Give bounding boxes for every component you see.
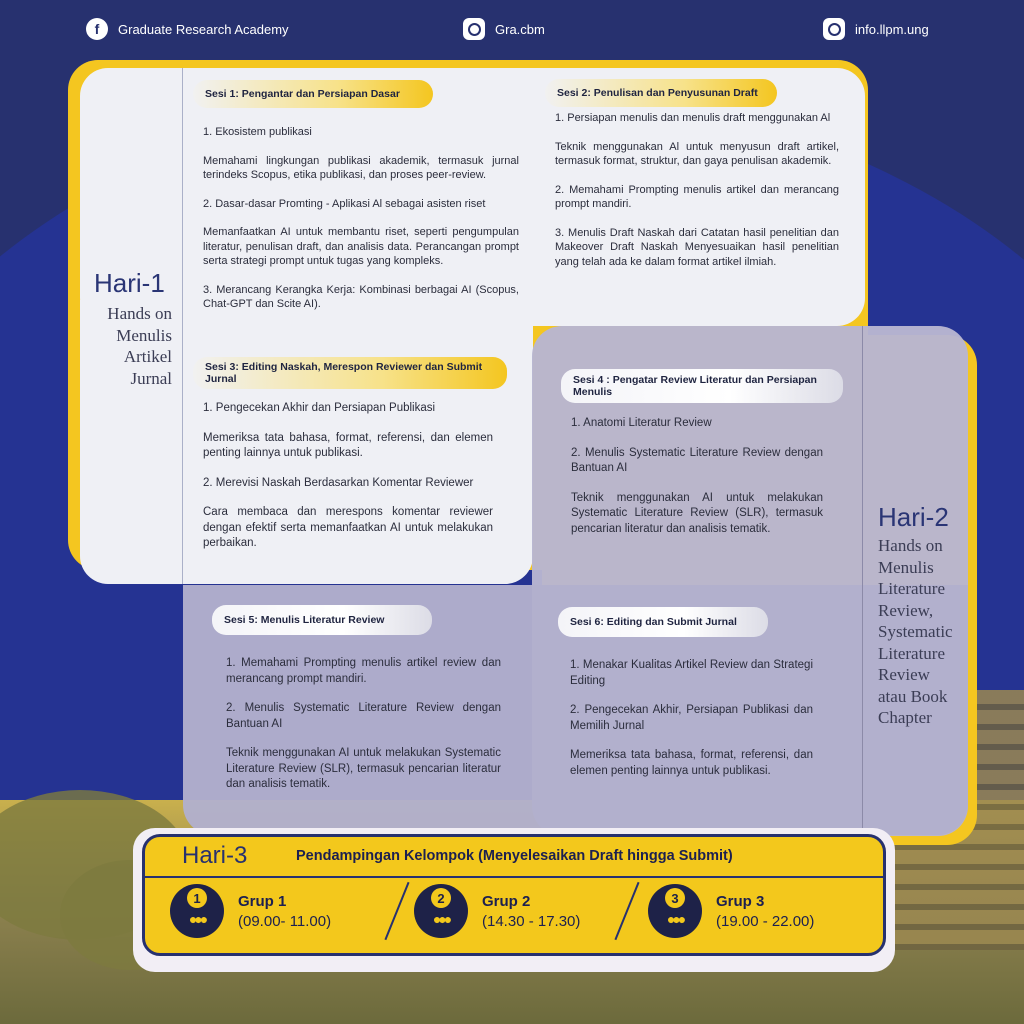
session4-paragraph: 2. Menulis Systematic Literature Review dengan Bantuan AI xyxy=(571,446,823,474)
group-people-icon xyxy=(170,884,224,938)
day3-subtitle: Pendampingan Kelompok (Menyelesaikan Draft hingga Submit) xyxy=(296,848,733,864)
session1-paragraph: 1. Ekosistem publikasi xyxy=(203,126,312,138)
group-time: (09.00- 11.00) xyxy=(238,912,332,930)
session5-content xyxy=(226,656,501,807)
session2-paragraph: 2. Memahami Prompting menulis artikel dan merancang prompt mandiri. xyxy=(555,183,839,210)
day3-title: Hari-3 xyxy=(182,842,248,869)
instagram-icon xyxy=(823,18,845,40)
session3-paragraph: Memeriksa tata bahasa, format, referensi, dan elemen penting lainnya untuk publikasi. xyxy=(203,431,493,459)
subtitle-line: Review xyxy=(878,665,930,684)
subtitle-line: Menulis xyxy=(116,325,172,345)
group-3 xyxy=(648,884,814,938)
subtitle-line: Literature xyxy=(878,579,946,598)
instagram-link[interactable] xyxy=(463,18,545,40)
session4-label: Sesi 4 : Pengatar Review Literatur dan Persiapan Menulis xyxy=(561,369,843,403)
subtitle-line: Hands on xyxy=(878,536,943,555)
day2-divider xyxy=(862,326,863,835)
subtitle-line: Chapter xyxy=(878,708,932,727)
group-number: 2 xyxy=(431,888,451,908)
session5-paragraph: 2. Menulis Systematic Literature Review dengan Bantuan AI xyxy=(226,702,501,730)
session3-label: Sesi 3: Editing Naskah, Merespon Reviewer dan Submit Jurnal xyxy=(193,357,507,389)
session1-paragraph: 2. Dasar-dasar Promting - Aplikasi Al sebagai asisten riset xyxy=(203,197,486,210)
group-time: (19.00 - 22.00) xyxy=(716,912,815,930)
session2-paragraph: 1. Persiapan menulis dan menulis draft menggunakan Al xyxy=(555,112,831,124)
session3-paragraph: 2. Merevisi Naskah Berdasarkan Komentar Reviewer xyxy=(203,476,474,489)
group-name: Grup 1 xyxy=(238,892,287,910)
session2-label: Sesi 2: Penulisan dan Penyusunan Draft xyxy=(545,79,777,107)
day2-title: Hari-2 xyxy=(878,502,949,532)
group-name: Grup 3 xyxy=(716,892,765,910)
session4-content xyxy=(571,416,823,551)
session3-paragraph: 1. Pengecekan Akhir dan Persiapan Publikasi xyxy=(203,402,436,414)
group-people-icon xyxy=(648,884,702,938)
subtitle-line: Artikel xyxy=(123,347,172,366)
group-time: (14.30 - 17.30) xyxy=(482,912,581,930)
session1-paragraph: Memanfaatkan AI untuk membantu riset, seperti pengumpulan literatur, penulisan draft, dan analisis data. Perancangan prompt serta strategi prompt untuk tugas yang kompleks. xyxy=(203,226,519,267)
group-1 xyxy=(170,884,331,938)
facebook-link[interactable] xyxy=(86,18,289,40)
facebook-icon: f xyxy=(86,18,108,40)
session1-content xyxy=(203,125,519,326)
session6-paragraph: 1. Menakar Kualitas Artikel Review dan Strategi Editing xyxy=(570,659,813,687)
instagram-link[interactable] xyxy=(823,18,929,40)
session2-paragraph: 3. Menulis Draft Naskah dari Catatan hasil penelitian dan Makeover Draft Naskah Menyesuaikan hasil penelitian yang telah ada ke dalam format artikel ilmiah. xyxy=(555,226,839,268)
session6-label: Sesi 6: Editing dan Submit Jurnal xyxy=(558,607,768,637)
people-icon: ●●● xyxy=(666,911,684,927)
session1-label: Sesi 1: Pengantar dan Persiapan Dasar xyxy=(193,80,433,108)
subtitle-line: Hands on xyxy=(107,304,172,323)
session5-paragraph: 1. Memahami Prompting menulis artikel review dan merancang prompt mandiri. xyxy=(226,657,501,685)
group-name: Grup 2 xyxy=(482,892,531,910)
day1-title: Hari-1 xyxy=(94,268,165,298)
group-number: 1 xyxy=(187,888,207,908)
day1-divider xyxy=(182,68,183,584)
email-label: info.llpm.ung xyxy=(855,21,929,37)
session6-content xyxy=(570,658,813,793)
day3-banner-divider xyxy=(145,876,883,878)
people-icon: ●●● xyxy=(432,911,450,927)
facebook-label: Graduate Research Academy xyxy=(118,21,289,37)
day1-subtitle xyxy=(107,303,172,389)
subtitle-line: Literature xyxy=(878,643,946,663)
session3-content xyxy=(203,401,493,566)
session2-paragraph: Teknik menggunakan Al untuk menyusun draft artikel, termasuk format, struktur, dan gaya penulisan akademik. xyxy=(555,140,839,167)
session4-paragraph: 1. Anatomi Literatur Review xyxy=(571,417,712,429)
subtitle-line: Review, xyxy=(878,600,934,620)
session2-content xyxy=(555,111,839,283)
day2-subtitle xyxy=(878,535,953,729)
session1-paragraph: Memahami lingkungan publikasi akademik, termasuk jurnal terindeks Scopus, etika publikasi, dan proses peer-review. xyxy=(203,154,519,181)
instagram-icon xyxy=(463,18,485,40)
session1-paragraph: 3. Merancang Kerangka Kerja: Kombinasi berbagai AI (Scopus, Chat-GPT dan Scite AI). xyxy=(203,283,519,310)
subtitle-line: atau Book xyxy=(878,686,948,706)
instagram-label: Gra.cbm xyxy=(495,21,545,37)
session6-paragraph: 2. Pengecekan Akhir, Persiapan Publikasi dan Memilih Jurnal xyxy=(570,704,813,732)
subtitle-line: Jurnal xyxy=(130,368,172,388)
subtitle-line: Systematic xyxy=(878,622,953,641)
session4-paragraph: Teknik menggunakan AI untuk melakukan Systematic Literature Review (SLR), termasuk pencarian literatur dan analisis tematik. xyxy=(571,491,823,535)
group-2 xyxy=(414,884,580,938)
social-header xyxy=(0,14,1024,48)
session3-paragraph: Cara membaca dan merespons komentar reviewer dengan efektif serta memanfaatkan AI untuk melakukan perbaikan. xyxy=(203,506,493,549)
group-people-icon xyxy=(414,884,468,938)
session6-paragraph: Memeriksa tata bahasa, format, referensi, dan elemen penting lainnya untuk publikasi. xyxy=(570,749,813,777)
people-icon: ●●● xyxy=(188,911,206,927)
session5-label: Sesi 5: Menulis Literatur Review xyxy=(212,605,432,635)
group-number: 3 xyxy=(665,888,685,908)
session5-paragraph: Teknik menggunakan AI untuk melakukan Systematic Literature Review (SLR), termasuk pencarian literatur dan analisis tematik. xyxy=(226,747,501,790)
subtitle-line: Menulis xyxy=(878,557,934,577)
